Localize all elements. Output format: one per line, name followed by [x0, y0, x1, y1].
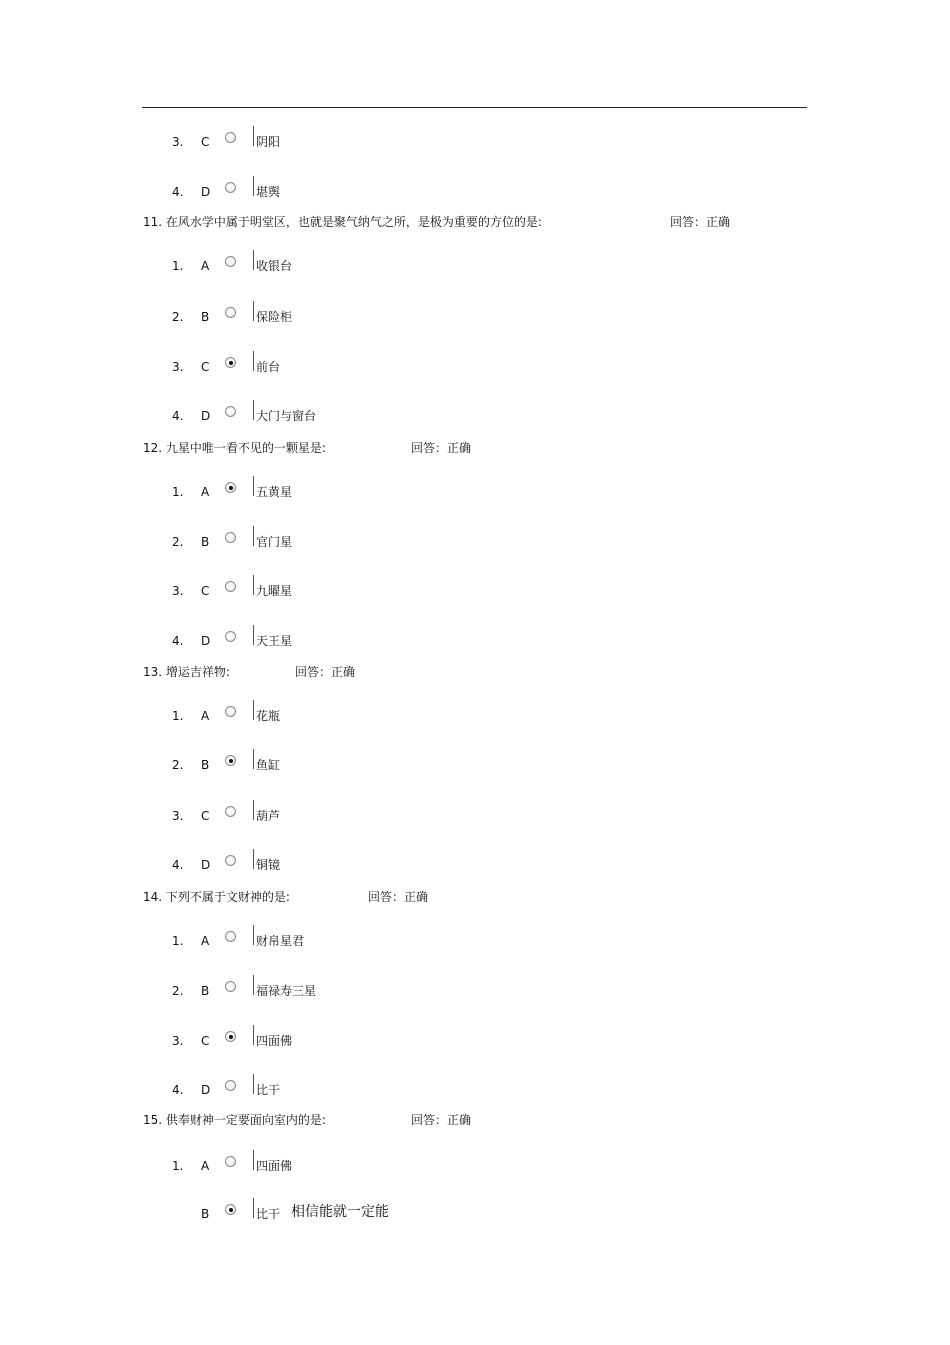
- divider-line: [253, 400, 254, 420]
- option-text: 天王星: [256, 634, 293, 648]
- option-letter: A: [201, 1159, 210, 1173]
- option-text: 收银台: [256, 259, 293, 273]
- radio-button[interactable]: [225, 855, 236, 866]
- option-letter: B: [201, 1207, 210, 1221]
- question-text: 12. 九星中唯一看不见的一颗星是:: [143, 441, 326, 455]
- radio-button[interactable]: [225, 631, 236, 642]
- radio-selected[interactable]: [225, 755, 236, 766]
- option-number: 2.: [172, 984, 184, 998]
- radio-selected[interactable]: [225, 1031, 236, 1042]
- divider-line: [253, 625, 254, 645]
- radio-selected[interactable]: [225, 357, 236, 368]
- radio-button[interactable]: [225, 581, 236, 592]
- divider-line: [253, 975, 254, 995]
- radio-button[interactable]: [225, 806, 236, 817]
- radio-selected[interactable]: [225, 1204, 236, 1215]
- option-number: 3.: [172, 584, 184, 598]
- option-number: 3.: [172, 809, 184, 823]
- divider-line: [253, 301, 254, 321]
- option-letter: A: [201, 934, 210, 948]
- divider-line: [253, 800, 254, 820]
- radio-button[interactable]: [225, 532, 236, 543]
- answer-status: 回答：正确: [368, 890, 429, 904]
- radio-button[interactable]: [225, 931, 236, 942]
- option-letter: C: [201, 360, 210, 374]
- header-rule: [142, 107, 807, 108]
- option-letter: D: [201, 409, 211, 423]
- option-text: 前台: [256, 360, 281, 374]
- radio-button[interactable]: [225, 1080, 236, 1091]
- option-number: 3.: [172, 135, 184, 149]
- option-text: 花瓶: [256, 709, 281, 723]
- question-text: 14. 下列不属于文财神的是:: [143, 890, 290, 904]
- option-letter: B: [201, 310, 210, 324]
- divider-line: [253, 126, 254, 146]
- option-text: 四面佛: [256, 1159, 293, 1173]
- radio-button[interactable]: [225, 182, 236, 193]
- option-letter: C: [201, 809, 210, 823]
- option-text: 堪舆: [256, 185, 281, 199]
- radio-button[interactable]: [225, 1156, 236, 1167]
- footer-slogan: 相信能就一定能: [291, 1204, 389, 1220]
- divider-line: [253, 1074, 254, 1094]
- option-text: 九曜星: [256, 584, 293, 598]
- option-text: 葫芦: [256, 809, 281, 823]
- option-letter: A: [201, 709, 210, 723]
- divider-line: [253, 526, 254, 546]
- divider-line: [253, 176, 254, 196]
- option-letter: D: [201, 634, 211, 648]
- divider-line: [253, 925, 254, 945]
- radio-button[interactable]: [225, 307, 236, 318]
- option-letter: D: [201, 858, 211, 872]
- option-text: 保险柜: [256, 310, 293, 324]
- option-text: 财帛星君: [256, 934, 305, 948]
- divider-line: [253, 1198, 254, 1218]
- option-letter: A: [201, 259, 210, 273]
- option-text: 阴阳: [256, 135, 281, 149]
- option-letter: B: [201, 984, 210, 998]
- divider-line: [253, 749, 254, 769]
- question-text: 11. 在风水学中属于明堂区，也就是聚气纳气之所，是极为重要的方位的是:: [143, 215, 542, 229]
- option-letter: C: [201, 584, 210, 598]
- radio-button[interactable]: [225, 981, 236, 992]
- question-text: 13. 增运吉祥物:: [143, 665, 230, 679]
- option-text: 大门与窗台: [256, 409, 317, 423]
- option-number: 4.: [172, 1083, 184, 1097]
- option-text: 比干: [256, 1207, 281, 1221]
- option-letter: C: [201, 1034, 210, 1048]
- answer-status: 回答：正确: [295, 665, 356, 679]
- option-text: 鱼缸: [256, 758, 281, 772]
- option-text: 官门星: [256, 535, 293, 549]
- radio-button[interactable]: [225, 256, 236, 267]
- answer-status: 回答：正确: [411, 441, 472, 455]
- option-text: 四面佛: [256, 1034, 293, 1048]
- option-letter: C: [201, 135, 210, 149]
- answer-status: 回答：正确: [670, 215, 731, 229]
- option-number: 3.: [172, 360, 184, 374]
- divider-line: [253, 476, 254, 496]
- option-letter: D: [201, 1083, 211, 1097]
- option-number: 2.: [172, 535, 184, 549]
- option-letter: D: [201, 185, 211, 199]
- option-number: 2.: [172, 310, 184, 324]
- option-text: 铜镜: [256, 858, 281, 872]
- option-number: 3.: [172, 1034, 184, 1048]
- option-text: 五黄星: [256, 485, 293, 499]
- option-number: 1.: [172, 934, 184, 948]
- option-text: 福禄寿三星: [256, 984, 317, 998]
- divider-line: [253, 1025, 254, 1045]
- radio-selected[interactable]: [225, 482, 236, 493]
- option-number: 1.: [172, 259, 184, 273]
- option-number: 4.: [172, 409, 184, 423]
- divider-line: [253, 849, 254, 869]
- option-text: 比干: [256, 1083, 281, 1097]
- option-number: 1.: [172, 709, 184, 723]
- divider-line: [253, 700, 254, 720]
- radio-button[interactable]: [225, 132, 236, 143]
- option-number: 2.: [172, 758, 184, 772]
- option-number: 4.: [172, 858, 184, 872]
- option-number: 1.: [172, 485, 184, 499]
- option-letter: A: [201, 485, 210, 499]
- option-letter: B: [201, 758, 210, 772]
- radio-button[interactable]: [225, 406, 236, 417]
- option-letter: B: [201, 535, 210, 549]
- question-text: 15. 供奉财神一定要面向室内的是:: [143, 1113, 326, 1127]
- option-number: 4.: [172, 185, 184, 199]
- divider-line: [253, 351, 254, 371]
- divider-line: [253, 575, 254, 595]
- answer-status: 回答：正确: [411, 1113, 472, 1127]
- divider-line: [253, 1150, 254, 1170]
- divider-line: [253, 250, 254, 270]
- radio-button[interactable]: [225, 706, 236, 717]
- option-number: 1.: [172, 1159, 184, 1173]
- option-number: 4.: [172, 634, 184, 648]
